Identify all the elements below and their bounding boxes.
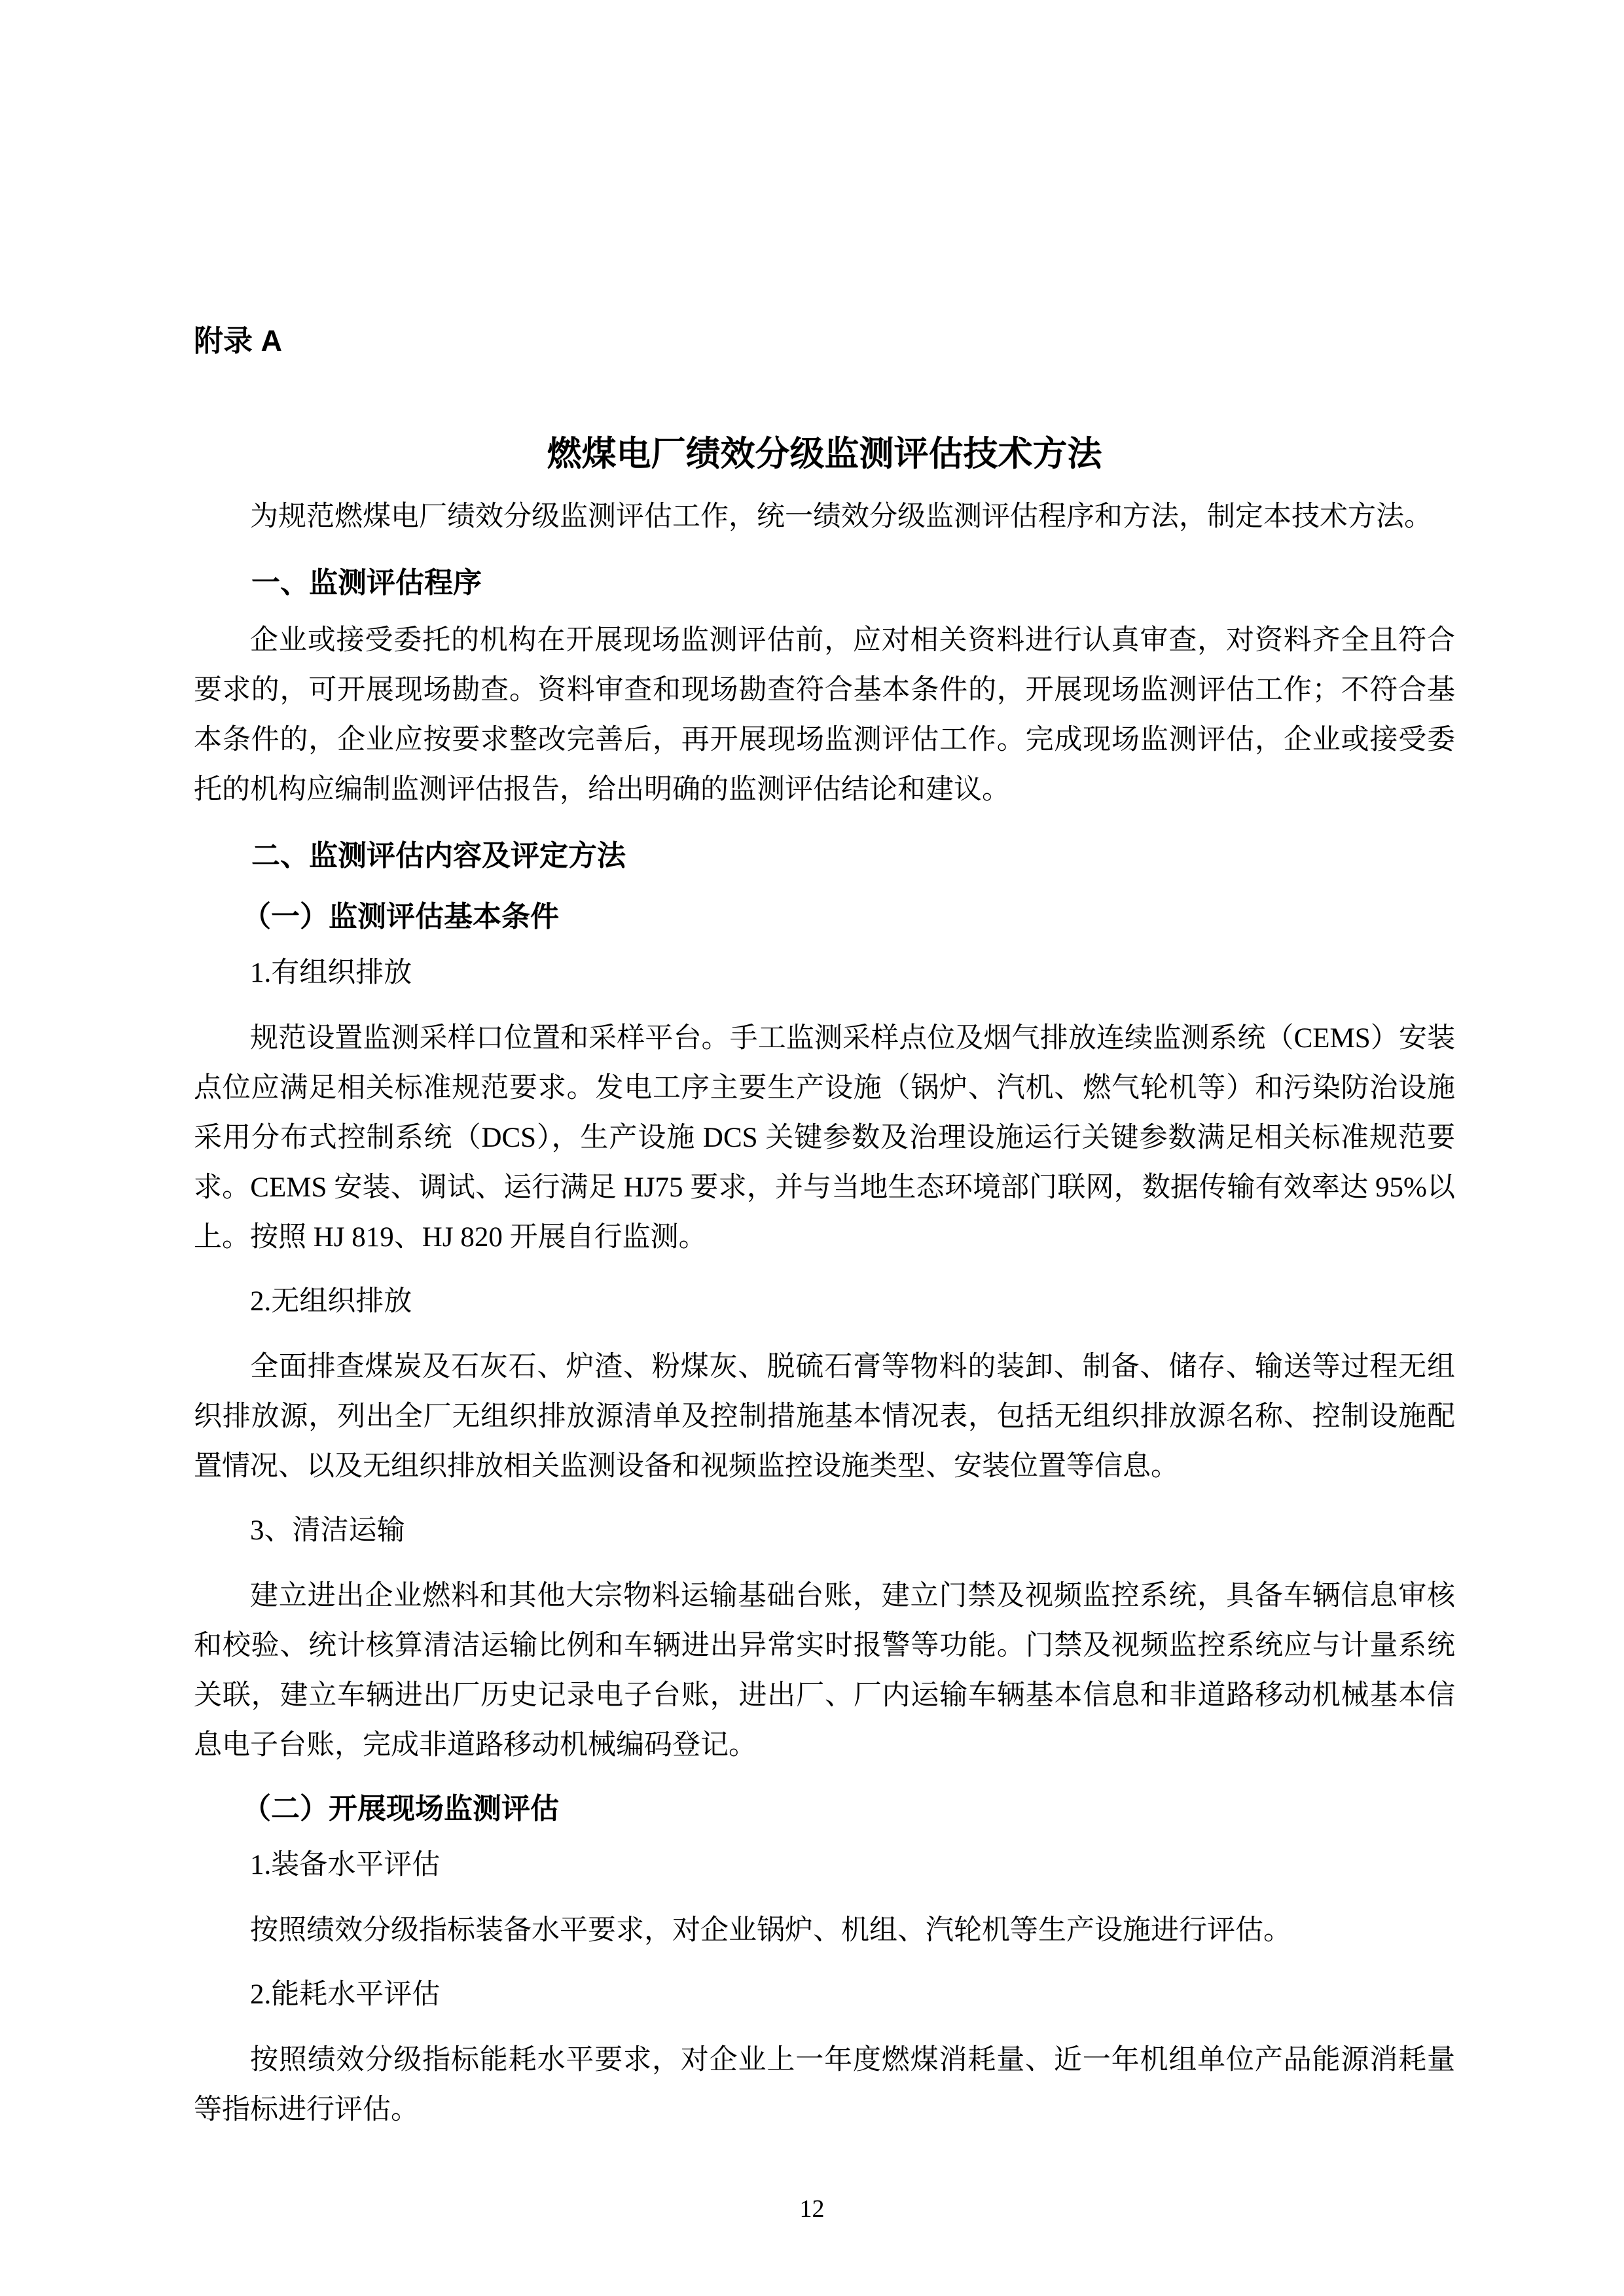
section-2-heading: 二、监测评估内容及评定方法 bbox=[251, 840, 626, 872]
document-title: 燃煤电厂绩效分级监测评估技术方法 bbox=[547, 435, 1102, 473]
clean-transport-heading: 3、清洁运输 bbox=[250, 1515, 405, 1546]
intro-paragraph: 为规范燃煤电厂绩效分级监测评估工作，统一绩效分级监测评估程序和方法，制定本技术方法。 bbox=[250, 501, 1432, 532]
organized-emission-paragraph: 规范设置监测采样口位置和采样平台。手工监测采样点位及烟气排放连续监测系统（CEMS）安装点位应满足相关标准规范要求。发电工序主要生产设施（锅炉、汽机、燃气轮机等）和污染防治设施采用分布式控制系统（DCS），生产设施 DCS 关键参数及治理设施运行关键参数满足相关标准规范要求。CEMS 安装、调试、运行满足 HJ75 要求，并与当地生态环境部门联网，数据传输有效率达 95%以上。按照 HJ 819、HJ 820 开展自行监测。 bbox=[194, 1023, 1455, 1253]
unorganized-emission-heading: 2.无组织排放 bbox=[250, 1286, 412, 1317]
unorganized-emission-paragraph: 全面排查煤炭及石灰石、炉渣、粉煤灰、脱硫石膏等物料的装卸、制备、储存、输送等过程无组织排放源，列出全厂无组织排放源清单及控制措施基本情况表，包括无组织排放源名称、控制设施配置情况、以及无组织排放相关监测设备和视频监控设施类型、安装位置等信息。 bbox=[194, 1352, 1455, 1482]
appendix-label: 附录 A bbox=[194, 324, 283, 357]
organized-emission-heading: 1.有组织排放 bbox=[250, 958, 412, 988]
equipment-level-paragraph: 按照绩效分级指标装备水平要求，对企业锅炉、机组、汽轮机等生产设施进行评估。 bbox=[250, 1915, 1291, 1946]
clean-transport-paragraph: 建立进出企业燃料和其他大宗物料运输基础台账，建立门禁及视频监控系统，具备车辆信息审核和校验、统计核算清洁运输比例和车辆进出异常实时报警等功能。门禁及视频监控系统应与计量系统关联，建立车辆进出厂历史记录电子台账，进出厂、厂内运输车辆基本信息和非道路移动机械基本信息电子台账，完成非道路移动机械编码登记。 bbox=[194, 1581, 1455, 1761]
equipment-level-heading: 1.装备水平评估 bbox=[250, 1850, 441, 1880]
page-number: 12 bbox=[799, 2195, 825, 2223]
section-1-paragraph: 企业或接受委托的机构在开展现场监测评估前，应对相关资料进行认真审查，对资料齐全且符合要求的，可开展现场勘查。资料审查和现场勘查符合基本条件的，开展现场监测评估工作；不符合基本条件的，企业应按要求整改完善后，再开展现场监测评估工作。完成现场监测评估，企业或接受委托的机构应编制监测评估报告，给出明确的监测评估结论和建议。 bbox=[194, 625, 1455, 805]
subsection-2-1-heading: （一）监测评估基本条件 bbox=[242, 901, 559, 933]
subsection-2-2-heading: （二）开展现场监测评估 bbox=[242, 1793, 559, 1825]
energy-level-paragraph: 按照绩效分级指标能耗水平要求，对企业上一年度燃煤消耗量、近一年机组单位产品能源消耗量等指标进行评估。 bbox=[194, 2045, 1455, 2125]
section-1-heading: 一、监测评估程序 bbox=[251, 567, 482, 599]
energy-level-heading: 2.能耗水平评估 bbox=[250, 1979, 441, 2010]
